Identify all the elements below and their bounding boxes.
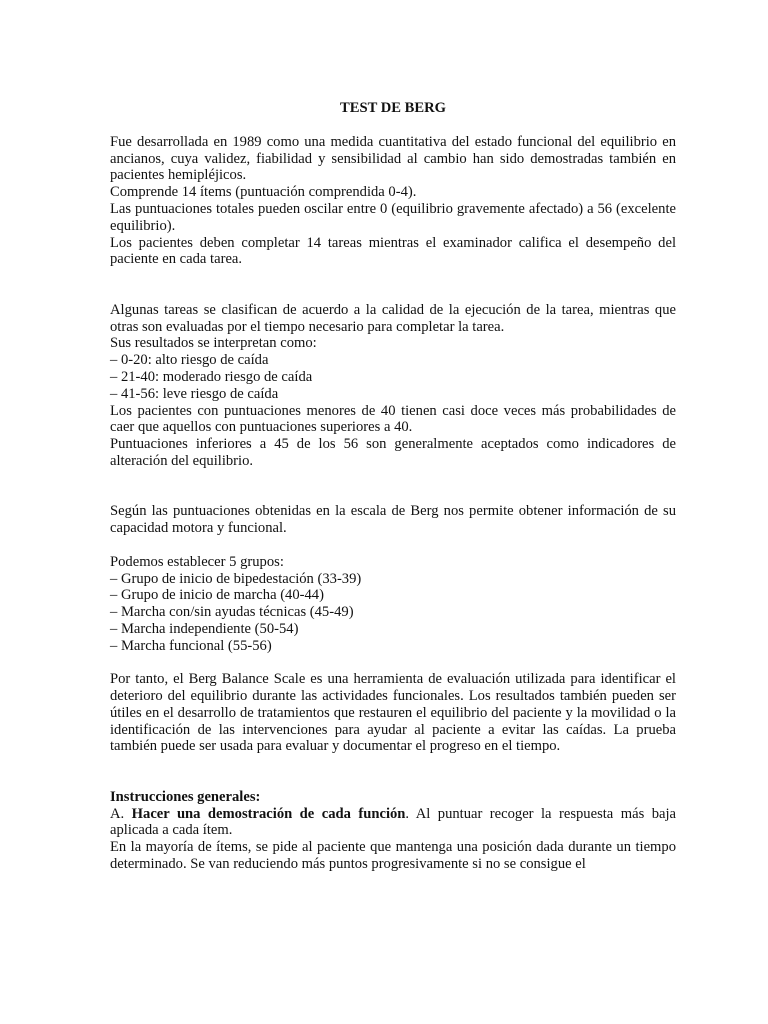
paragraph-groups-intro: Podemos establecer 5 grupos: (110, 553, 284, 570)
document-page (110, 100, 676, 873)
spacer (110, 268, 676, 302)
group-item-gait-start: – Grupo de inicio de marcha (40-44) (110, 587, 324, 604)
group-item-bipedestation: – Grupo de inicio de bipedestación (33-39) (110, 570, 362, 587)
spacer (110, 470, 676, 504)
paragraph-score-range: Las puntuaciones totales pueden oscilar entre 0 (equilibrio gravemente afectado) a 56 (excelente equilibrio). (110, 200, 676, 234)
paragraph-items: Comprende 14 ítems (puntuación comprendida 0-4). (110, 184, 417, 201)
paragraph-results-intro: Sus resultados se interpretan como: (110, 335, 317, 352)
paragraph-origin: Fue desarrollada en 1989 como una medida cuantitativa del estado funcional del equilibrio en ancianos, cuya validez, fiabilidad y sensibilidad al cambio han sido demostradas también en pacientes hemipléjicos. (110, 133, 676, 184)
paragraph-balance-alteration: Puntuaciones inferiores a 45 de los 56 son generalmente aceptados como indicadores de alteración del equilibrio. (110, 436, 676, 469)
spacer (110, 655, 676, 672)
instruction-a-bold: Hacer una demostración de cada función (131, 805, 406, 822)
instruction-a-rest: . Al puntuar recoger la respuesta más baja aplicada a cada ítem. (110, 805, 677, 839)
paragraph-berg-summary: Por tanto, el Berg Balance Scale es una herramienta de evaluación utilizada para identificar el deterioro del equilibrio durante las actividades funcionales. Los resultados también pueden ser útiles en el desarrollo de tratamientos que restauren el equilibrio del paciente y la movilidad o la identificación de las intervenciones para ayudar al paciente a evitar las caídas. La prueba también puede ser usada para evaluar y documentar el progreso en el tiempo. (110, 671, 676, 755)
group-item-gait-aids: – Marcha con/sin ayudas técnicas (45-49) (110, 604, 354, 621)
spacer (110, 755, 676, 789)
group-item-independent-gait: – Marcha independiente (50-54) (110, 620, 299, 637)
instructions-heading: Instrucciones generales: (110, 788, 261, 805)
risk-item-moderate: – 21-40: moderado riesgo de caída (110, 368, 313, 385)
instruction-a-label: A. (110, 805, 125, 822)
instruction-a (110, 806, 676, 840)
paragraph-position-time: En la mayoría de ítems, se pide al paciente que mantenga una posición dada durante un tiempo determinado. Se van reduciendo más puntos progresivamente si no se consigue el (110, 839, 676, 873)
paragraph-task-classification: Algunas tareas se clasifican de acuerdo a la calidad de la ejecución de la tarea, mientras que otras son evaluadas por el tiempo necesario para completar la tarea. (110, 301, 676, 335)
paragraph-tasks: Los pacientes deben completar 14 tareas mientras el examinador califica el desempeño del paciente en cada tarea. (110, 234, 676, 268)
risk-item-low: – 41-56: leve riesgo de caída (110, 385, 279, 402)
group-item-functional-gait: – Marcha funcional (55-56) (110, 637, 272, 654)
paragraph-motor-capacity: Según las puntuaciones obtenidas en la escala de Berg nos permite obtener información de su capacidad motora y funcional. (110, 503, 676, 537)
document-title: TEST DE BERG (340, 100, 446, 116)
spacer (110, 537, 676, 554)
risk-item-high: – 0-20: alto riesgo de caída (110, 352, 269, 369)
paragraph-fall-probability: Los pacientes con puntuaciones menores de 40 tienen casi doce veces más probabilidades de caer que aquellos con puntuaciones superiores a 40. (110, 402, 676, 436)
